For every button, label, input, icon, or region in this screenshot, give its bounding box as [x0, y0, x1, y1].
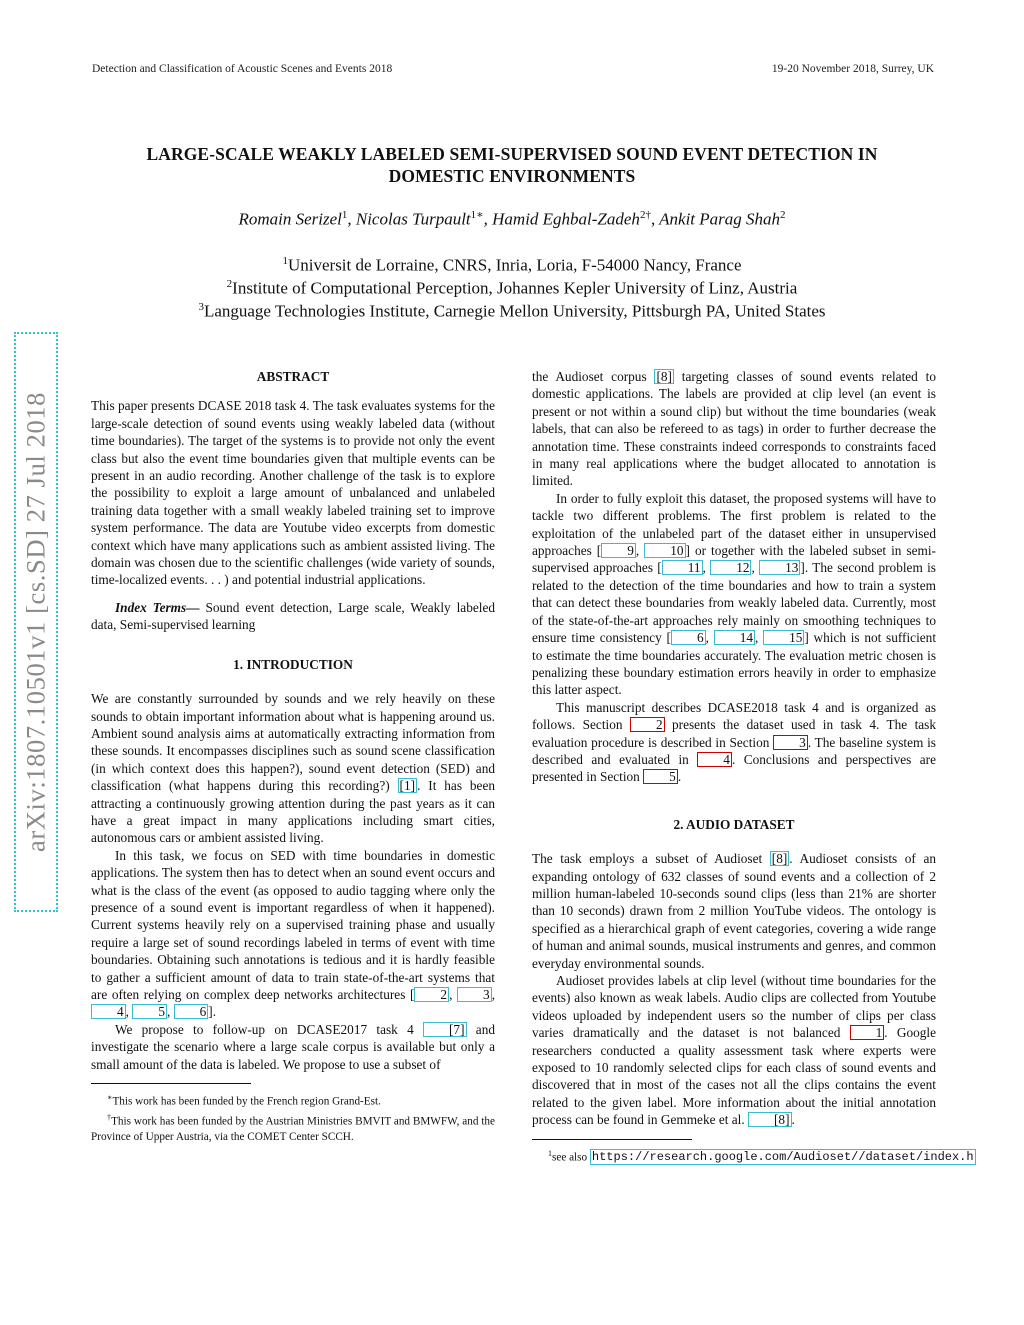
text-run: ] or together with the labeled subset in semi-supervised approaches [: [532, 543, 936, 576]
citation-link[interactable]: 12: [710, 560, 751, 575]
running-header-left: Detection and Classification of Acoustic Scenes and Events 2018: [92, 63, 393, 75]
introduction-heading: 1. INTRODUCTION: [233, 656, 353, 672]
affiliation-text: Universit de Lorraine, CNRS, Inria, Loria, F-54000 Nancy, France: [287, 255, 742, 275]
author-sup: 1: [341, 209, 348, 221]
title-line-2: DOMESTIC ENVIRONMENTS: [388, 166, 636, 186]
audioset-url-link[interactable]: https://research.google.com/Audioset//dataset/index.h: [591, 1150, 974, 1165]
citation-link[interactable]: 14: [714, 630, 755, 645]
section-link[interactable]: 4: [697, 752, 732, 767]
arxiv-stamp-text: arXiv:1807.10501v1 [cs.SD] 27 Jul 2018: [20, 391, 51, 853]
text-run: .: [791, 1112, 795, 1128]
text-run: ] which is not sufficient to estimate the time boundaries accurately. The evaluation metric chosen is penalizing these boundary estimation errors heavily in order to emphasize this latter aspect.: [532, 630, 937, 698]
affiliation-1: [60, 255, 964, 276]
text-run: We propose to follow-up on DCASE2017 task 4: [115, 1021, 423, 1037]
text-run: presents the dataset used in task 4. The task evaluation procedure is described in Section: [532, 717, 936, 750]
index-terms-label: Index Terms—: [115, 599, 200, 615]
footnote-url: [532, 1146, 974, 1166]
text-run: This manuscript describes DCASE2018 task 4 and is organized as follows. Section: [532, 699, 936, 733]
body-paragraph-2: In order to fully exploit this dataset, the proposed systems will have to tackle two different problems. The first problem is related to the exploitation of the unlabeled part of the dataset either in unsupervised approaches [ 9 , 10 ] or together with the labeled subset in semi-supervised approaches [ 11 , 12 , 13 ]. The second problem is related to the detection of the time boundaries and how to train a system that can detect these boundaries from weakly labeled data. Currently, most of the state-of-the-art approaches rely mainly on smoothing techniques to ensure time consistency [ 6 , 14 , 15 ] which is not sufficient to estimate the time boundaries accurately. The evaluation metric chosen is penalizing these boundary estimation errors heavily in order to emphasize this latter aspect.: [532, 490, 937, 698]
footnote-text: This work has been funded by the French region Grand-Est.: [112, 1095, 381, 1108]
citation-link[interactable]: [8]: [656, 369, 672, 384]
author-name: Hamid Eghbal-Zadeh: [492, 209, 640, 229]
running-header-right: 19-20 November 2018, Surrey, UK: [771, 63, 934, 75]
citation-link[interactable]: 11: [662, 560, 703, 575]
right-column: [532, 368, 974, 1165]
citation-link[interactable]: 6: [174, 1004, 209, 1019]
text-run: . Audioset consists of an expanding ontology of 632 classes of sound events and a collection of 2 million human-labeled 10-seconds sound clips (less than 21% are shorter than 10 seconds) drawn from 2 million YouTube videos. The ontology is specified as a hierarchical graph of event categories, covering a wide range of human and animal sounds, musical instruments and genres, and common everyday environmental sounds.: [532, 851, 936, 971]
section-link[interactable]: 2: [630, 717, 665, 732]
left-column: [91, 368, 495, 1145]
author-name: Nicolas Turpault: [355, 209, 471, 229]
affiliation-3: [60, 301, 964, 322]
paper-title: [60, 143, 964, 187]
index-terms-text: Sound event detection, Large scale, Weakly labeled data, Semi-supervised learning: [91, 599, 495, 633]
author-sup: 2: [780, 209, 786, 221]
text-run: . Google researchers conducted a quality assessment task where experts were exposed to 10 randomly selected clips for each class of sound events and discovered that in most of the cases not all the clips contains the event related to the given label. More information about the initial annotation process can be found in Gemmeke et al.: [532, 1025, 936, 1128]
author-name: Romain Serizel: [238, 209, 342, 229]
text-run: . Conclusions and perspectives are presented in Section: [532, 751, 936, 785]
arxiv-stamp-link[interactable]: [14, 332, 58, 912]
citation-link[interactable]: 2: [414, 987, 449, 1002]
affiliation-text: Institute of Computational Perception, Johannes Kepler University of Linz, Austria: [232, 278, 798, 298]
citation-link[interactable]: [8]: [748, 1112, 792, 1127]
citation-link[interactable]: 3: [457, 987, 492, 1002]
citation-link[interactable]: 6: [671, 630, 706, 645]
citation-link[interactable]: 9: [601, 543, 636, 558]
abstract-heading: ABSTRACT: [256, 369, 330, 384]
text-run: the Audioset corpus: [532, 369, 655, 384]
text-run: The task employs a subset of Audioset: [532, 851, 770, 867]
citation-link[interactable]: [7]: [423, 1022, 467, 1037]
footnote-mark: ∗: [107, 1093, 113, 1103]
intro-paragraph-3: [91, 1021, 495, 1073]
abstract-text: This paper presents DCASE 2018 task 4. The task evaluates systems for the large-scale detection of sound events using weakly labeled data (without time boundaries). The target of the systems is to provide not only the event class but also the event time boundaries given that multiple events can be present in an audio recording. Another challenge of the task is to explore the possibility to exploit a large amount of unbalanced and unlabeled training data together with a small weakly labeled training set to improve system performance. The data are Youtube video excerpts from domestic context which have many applications such as ambient assisted living. The domain was chosen due to the scientific challenges (wide variety of sounds, time-localized events. . . ) and potential industrial applications.: [91, 398, 495, 588]
affiliation-2: [60, 278, 964, 299]
footnote-funding-2: [91, 1110, 495, 1145]
section-link[interactable]: 5: [643, 769, 678, 784]
text-run: We are constantly surrounded by sounds and we rely heavily on these sounds to obtain important information about what is happening around us. Ambient sound analysis aims at automatically extracting information from these sounds. It encompasses disciplines such as sound scene classification (in which context does this happen?), sound event detection (SED) and classification (what happens during this recording?): [91, 691, 495, 794]
author-sup: 1∗: [470, 209, 484, 221]
text-run: . The baseline system is described and evaluated in: [532, 734, 936, 767]
footnote-mark: 1: [548, 1148, 552, 1158]
affiliation-sup: 1: [282, 255, 288, 267]
footnote-text: This work has been funded by the Austrian Ministries BMVIT and BMWFW, and the Province of Upper Austria, via the COMET Center SCCH.: [91, 1115, 495, 1143]
intro-paragraph-2: In this task, we focus on SED with time boundaries in domestic applications. The system then has to detect when an sound event occurs and what is the class of the event (as opposed to audio tagging where only the presence of a sound event is important regardless of when it happened). Current systems heavily rely on a supervised training phase and usually require a large set of sound recordings labeled in terms of event with time boundaries. Obtaining such annotations is tedious and it is hardly feasible to gather a sufficient amount of data to train state-of-the-art systems that are often relying on complex deep networks architectures [ 2 , 3 , 4 , 5 , 6 ].: [91, 847, 496, 1020]
citation-link[interactable]: 13: [759, 560, 800, 575]
intro-paragraph-1: [91, 690, 495, 847]
text-run: ]. The second problem is related to the detection of the time boundaries and how to train a system that can detect these boundaries from weakly labeled data. Currently, most of the state-of-the-art approaches rely mainly on smoothing techniques to ensure time consistency [: [532, 560, 936, 646]
text-run: targeting classes of sound events related to domestic applications. The labels are provided at clip level (an event is present or not within a sound clip) but without the time boundaries (weak labels, that can also be refereed to as tags) in order to further decrease the annotation time. These constraints indeed corresponds to constraints faced in many real applications where the budget allocated to annotation is limited.: [532, 369, 936, 489]
citation-link[interactable]: [1]: [399, 778, 416, 794]
text-run: .: [677, 769, 682, 785]
citation-link[interactable]: 5: [132, 1004, 167, 1019]
index-terms: [91, 599, 495, 634]
author-list: Romain Serizel$^1$, Nicolas Turpault$^{1∗}$, Hamid Eghbal-Zadeh$^{2\dagger}$, Ankit Parag Shah$^2$: [238, 209, 786, 229]
author-name: Ankit Parag Shah: [659, 209, 781, 229]
body-paragraph-3: [532, 699, 936, 786]
footnote-funding-1: [91, 1090, 495, 1110]
citation-link[interactable]: [8]: [771, 851, 788, 867]
text-run: In this task, we focus on SED with time boundaries in domestic applications. The system then has to detect when an sound event occurs and what is the class of the event (as opposed to audio tagging where only the presence of a sound event is important regardless of when it happened). Current systems heavily rely on a supervised training phase and usually require a large set of sound recordings labeled in terms of event with time boundaries. Obtaining such annotations is tedious and it is hardly feasible to gather a sufficient amount of data to train state-of-the-art systems that are often relying on complex deep networks architectures [: [91, 847, 495, 1002]
footnote-link[interactable]: 1: [850, 1025, 885, 1040]
citation-link[interactable]: 15: [763, 630, 804, 645]
body-paragraph-1: [532, 368, 936, 490]
text-run: Audioset provides labels at clip level (without time boundaries for the events) also known as weak labels. Audio clips are collected from Youtube videos uploaded by independent users so the number of clips per class varies dramatically and the dataset is not balanced: [532, 973, 936, 1041]
author-sup: 2†: [639, 209, 651, 221]
body-paragraph-4: [532, 850, 936, 972]
footnote-rule: [532, 1139, 692, 1140]
body-paragraph-5: [532, 972, 936, 1129]
affiliation-sup: 2: [226, 278, 233, 290]
footnote-rule: [91, 1083, 251, 1084]
text-run: and investigate the scenario where a large scale corpus is available but only a small amount of the data is labeled. We propose to use a subset of: [91, 1021, 495, 1072]
footnote-text: see also: [552, 1151, 590, 1164]
affiliation-sup: 3: [198, 301, 204, 313]
section-link[interactable]: 3: [773, 735, 808, 750]
title-line-1: LARGE-SCALE WEAKLY LABELED SEMI-SUPERVISED SOUND EVENT DETECTION IN: [146, 144, 878, 164]
text-run: ].: [208, 1004, 217, 1020]
footnote-mark: †: [107, 1112, 112, 1122]
citation-link[interactable]: 4: [91, 1004, 126, 1019]
affiliation-text: Language Technologies Institute, Carnegie Mellon University, Pittsburgh PA, United States: [203, 301, 826, 321]
citation-link[interactable]: 10: [644, 543, 685, 558]
text-run: . It has been attracting a continuously growing attention during the past years as it can have a great impact in many applications including smart cities, autonomous cars or ambient assisted living.: [91, 778, 495, 846]
text-run: In order to fully exploit this dataset, the proposed systems will have to tackle two different problems. The first problem is related to the exploitation of the unlabeled part of the dataset either in unsupervised approaches [: [532, 490, 936, 559]
audio-dataset-heading: 2. AUDIO DATASET: [673, 816, 795, 832]
